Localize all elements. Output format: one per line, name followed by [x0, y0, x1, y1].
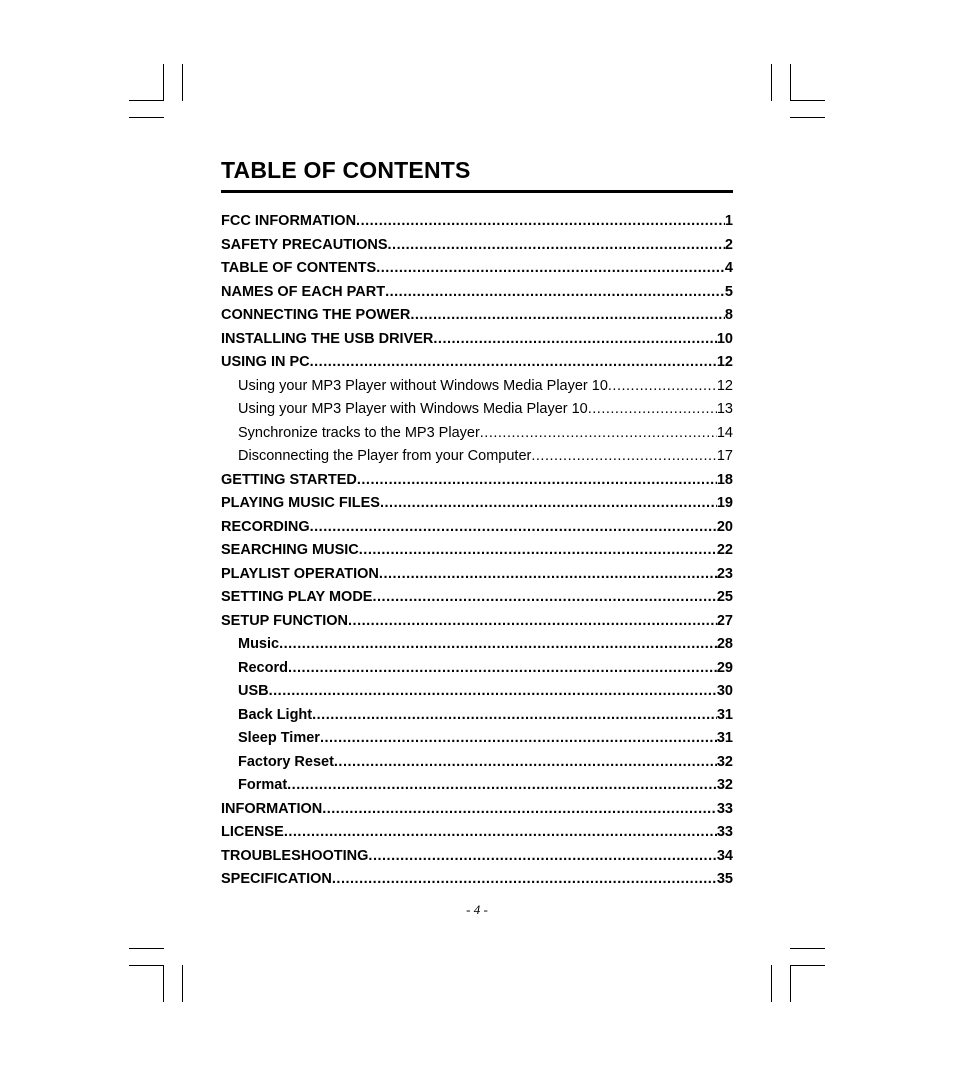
toc-entry-title: CONNECTING THE POWER	[221, 307, 411, 323]
page-title: TABLE OF CONTENTS	[221, 157, 471, 183]
toc-entry-page: 32	[716, 753, 733, 770]
crop-mark	[790, 965, 791, 1002]
toc-entry-page: 33	[716, 824, 733, 840]
crop-mark	[771, 64, 772, 101]
toc-entry-page: 33	[716, 800, 733, 817]
toc-leader-dots	[269, 680, 717, 704]
toc-entry	[221, 328, 733, 352]
toc-entry-title: USING IN PC	[221, 354, 310, 370]
toc-leader-dots	[368, 845, 716, 869]
toc-entry-title: SAFETY PRECAUTIONS	[221, 236, 388, 253]
toc-entry-title: Music	[238, 636, 280, 652]
toc-entry-page: 30	[716, 683, 733, 699]
toc-entry	[221, 727, 733, 751]
crop-mark	[771, 965, 772, 1002]
toc-leader-dots	[348, 610, 717, 634]
toc-entry-page: 31	[716, 706, 733, 723]
toc-entry-title: LICENSE	[221, 824, 284, 840]
toc-leader-dots	[288, 657, 717, 681]
toc-entry	[221, 868, 733, 892]
toc-entry	[221, 821, 733, 845]
toc-entry	[221, 516, 733, 540]
toc-leader-dots	[588, 398, 717, 422]
toc-entry-title: Sleep Timer	[238, 730, 320, 746]
toc-entry-title: PLAYING MUSIC FILES	[221, 495, 380, 511]
toc-entry-title: SETUP FUNCTION	[221, 612, 349, 629]
crop-mark	[163, 965, 164, 1002]
toc-leader-dots	[433, 328, 716, 352]
toc-entry-title: PLAYLIST OPERATION	[221, 565, 379, 582]
toc-leader-dots	[357, 469, 717, 493]
toc-leader-dots	[310, 516, 717, 540]
title-underline	[221, 190, 733, 193]
toc-entry-title: TROUBLESHOOTING	[221, 847, 369, 864]
toc-entry	[221, 751, 733, 775]
toc-entry	[221, 304, 733, 328]
crop-mark	[129, 948, 164, 949]
toc-entry-page: 8	[724, 307, 733, 323]
toc-entry	[221, 351, 733, 375]
toc-leader-dots	[287, 774, 717, 798]
crop-mark	[163, 64, 164, 101]
toc-entry	[221, 774, 733, 798]
toc-entry-page: 35	[716, 871, 733, 887]
toc-entry-page: 34	[716, 847, 733, 864]
toc-entry-title: Record	[238, 659, 288, 676]
toc-leader-dots	[359, 539, 717, 563]
toc-entry-page: 14	[716, 424, 733, 441]
toc-leader-dots	[388, 234, 725, 258]
toc-entry-title: INFORMATION	[221, 800, 323, 817]
toc-entry-page: 27	[716, 612, 733, 629]
crop-mark	[790, 965, 825, 966]
toc-entry-page: 12	[716, 354, 733, 370]
toc-leader-dots	[332, 868, 717, 892]
toc-entry-title: FCC INFORMATION	[221, 213, 357, 229]
toc-entry-page: 12	[716, 377, 733, 394]
toc-entry-title: Back Light	[238, 706, 313, 723]
toc-entry-title: SETTING PLAY MODE	[221, 589, 373, 605]
toc-entry-title: Synchronize tracks to the MP3 Player	[238, 424, 480, 441]
toc-leader-dots	[284, 821, 717, 845]
page-number: - 4 -	[466, 902, 488, 917]
toc-leader-dots	[480, 422, 717, 446]
toc-leader-dots	[356, 210, 725, 234]
toc-entry-page: 4	[724, 260, 733, 276]
toc-leader-dots	[372, 586, 716, 610]
crop-mark	[182, 64, 183, 101]
crop-mark	[129, 100, 164, 101]
toc-entry	[221, 234, 733, 258]
toc-entry	[221, 657, 733, 681]
toc-entry-title: USB	[238, 683, 269, 699]
crop-mark	[129, 117, 164, 118]
toc-leader-dots	[531, 445, 717, 469]
toc-entry-page: 10	[716, 330, 733, 347]
toc-entry-page: 13	[716, 401, 733, 417]
toc-entry-title: Disconnecting the Player from your Computer	[238, 448, 532, 464]
toc-entry	[221, 210, 733, 234]
crop-mark	[790, 100, 825, 101]
toc-entry-title: RECORDING	[221, 518, 310, 535]
toc-entry-page: 2	[724, 236, 733, 253]
toc-entry	[221, 539, 733, 563]
toc-entry-page: 1	[724, 213, 733, 229]
toc-entry	[221, 375, 733, 399]
toc-entry-title: SPECIFICATION	[221, 871, 332, 887]
toc-entry	[221, 422, 733, 446]
toc-entry-page: 20	[716, 518, 733, 535]
toc-entry-page: 22	[716, 542, 733, 558]
toc-entry	[221, 610, 733, 634]
toc-leader-dots	[376, 257, 725, 281]
toc-leader-dots	[334, 751, 717, 775]
toc-leader-dots	[410, 304, 725, 328]
toc-leader-dots	[312, 704, 717, 728]
toc-leader-dots	[380, 492, 717, 516]
toc-entry-page: 31	[716, 730, 733, 746]
toc-entry-page: 23	[716, 565, 733, 582]
crop-mark	[790, 64, 791, 101]
toc-entry-title: SEARCHING MUSIC	[221, 542, 359, 558]
toc-entry-page: 5	[724, 283, 733, 300]
toc-leader-dots	[279, 633, 717, 657]
toc-entry	[221, 257, 733, 281]
toc-leader-dots	[320, 727, 717, 751]
toc-entry-page: 29	[716, 659, 733, 676]
toc-leader-dots	[379, 563, 717, 587]
toc-entry	[221, 398, 733, 422]
toc-entry-page: 18	[716, 471, 733, 488]
toc-entry-title: INSTALLING THE USB DRIVER	[221, 330, 434, 347]
toc-entry-page: 32	[716, 777, 733, 793]
crop-mark	[129, 965, 164, 966]
toc-entry-page: 25	[716, 589, 733, 605]
toc-entry-page: 19	[716, 495, 733, 511]
toc-entry	[221, 704, 733, 728]
crop-mark	[790, 117, 825, 118]
toc-entry-title: Using your MP3 Player without Windows Media Player 10	[238, 377, 608, 394]
toc-entry	[221, 563, 733, 587]
toc-entry	[221, 845, 733, 869]
toc-entry	[221, 469, 733, 493]
toc-leader-dots	[322, 798, 717, 822]
toc-entry	[221, 633, 733, 657]
toc-entry	[221, 281, 733, 305]
toc-entry-title: GETTING STARTED	[221, 471, 357, 488]
toc-entry	[221, 798, 733, 822]
toc-leader-dots	[385, 281, 725, 305]
toc-leader-dots	[608, 375, 717, 399]
toc-entry-title: TABLE OF CONTENTS	[221, 260, 377, 276]
toc-entry-title: NAMES OF EACH PART	[221, 283, 386, 300]
toc-entry	[221, 445, 733, 469]
table-of-contents	[221, 210, 733, 892]
toc-entry-title: Format	[238, 777, 288, 793]
toc-entry	[221, 586, 733, 610]
toc-entry-title: Using your MP3 Player with Windows Media Player 10	[238, 401, 588, 417]
toc-leader-dots	[310, 351, 717, 375]
crop-mark	[182, 965, 183, 1002]
toc-entry	[221, 492, 733, 516]
toc-entry-title: Factory Reset	[238, 753, 334, 770]
toc-entry-page: 28	[716, 636, 733, 652]
toc-entry-page: 17	[716, 448, 733, 464]
crop-mark	[790, 948, 825, 949]
toc-entry	[221, 680, 733, 704]
